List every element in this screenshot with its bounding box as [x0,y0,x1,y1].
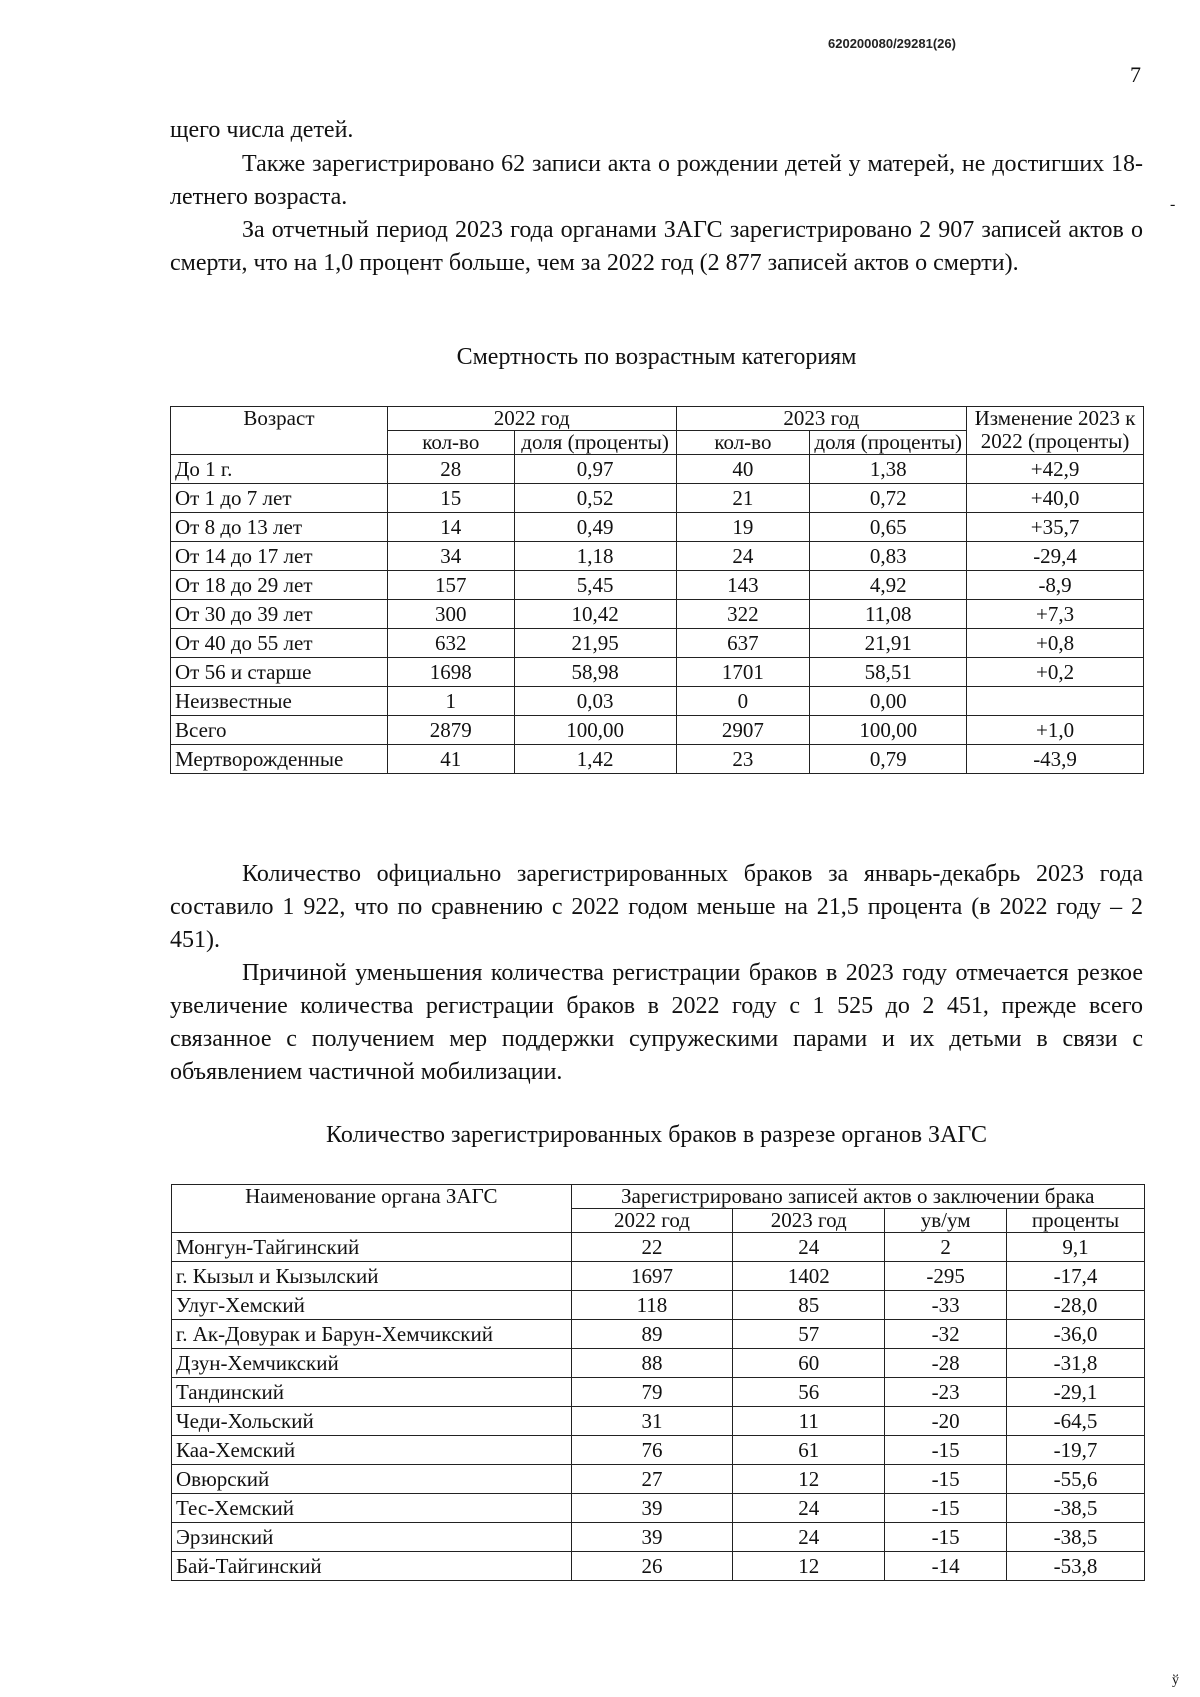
document-id: 620200080/29281(26) [828,36,956,51]
cell: Мертворожденные [171,745,388,774]
cell: 143 [676,571,810,600]
cell: 1701 [676,658,810,687]
cell: 27 [571,1465,733,1494]
col-header-percent: проценты [1007,1209,1145,1233]
table-row [172,1494,1145,1523]
table-row [171,455,1144,484]
cell: 1402 [733,1262,885,1291]
cell: 24 [733,1233,885,1262]
cell: 19 [676,513,810,542]
cell: г. Кызыл и Кызылский [172,1262,572,1291]
table-row [172,1523,1145,1552]
cell: -14 [885,1552,1007,1581]
cell: +0,8 [967,629,1144,658]
cell: 0,97 [514,455,676,484]
col-header-2023: 2023 год [733,1209,885,1233]
cell: 1697 [571,1262,733,1291]
cell: Улуг-Хемский [172,1291,572,1320]
table-row [172,1262,1145,1291]
cell: -31,8 [1007,1349,1145,1378]
col-header-share-2022: доля (проценты) [514,431,676,455]
table-row [172,1291,1145,1320]
cell: 89 [571,1320,733,1349]
cell: 34 [387,542,514,571]
cell: От 8 до 13 лет [171,513,388,542]
col-header-2023: 2023 год [676,407,967,431]
cell: г. Ак-Довурак и Барун-Хемчикский [172,1320,572,1349]
mortality-table-caption: Смертность по возрастным категориям [456,344,857,370]
cell: 0,03 [514,687,676,716]
cell: 88 [571,1349,733,1378]
cell: 28 [387,455,514,484]
cell: От 18 до 29 лет [171,571,388,600]
cell: Неизвестные [171,687,388,716]
table-row [171,716,1144,745]
cell: Бай-Тайгинский [172,1552,572,1581]
cell: -29,1 [1007,1378,1145,1407]
cell: 23 [676,745,810,774]
cell: 12 [733,1465,885,1494]
cell: 100,00 [810,716,967,745]
cell: -15 [885,1494,1007,1523]
paragraph-reasons: Причиной уменьшения количества регистрации браков в 2023 году отмечается резкое увеличение количества регистрации браков в 2022 году с 1 525 до 2 451, прежде всего связанное с получением мер поддержки супружескими парами и их детьми в связи с объявлением частичной мобилизации. [170,960,1143,1085]
table-row [172,1320,1145,1349]
table-row [172,1349,1145,1378]
cell: 0,83 [810,542,967,571]
col-header-diff: ув/ум [885,1209,1007,1233]
col-header-name: Наименование органа ЗАГС [172,1185,572,1233]
cell: 0,65 [810,513,967,542]
cell: -295 [885,1262,1007,1291]
cell: Каа-Хемский [172,1436,572,1465]
col-header-registered: Зарегистрировано записей актов о заключении брака [571,1185,1144,1209]
cell: -64,5 [1007,1407,1145,1436]
cell: 58,98 [514,658,676,687]
cell: 41 [387,745,514,774]
cell: От 1 до 7 лет [171,484,388,513]
cell: -17,4 [1007,1262,1145,1291]
cell: 15 [387,484,514,513]
paragraph-marriages: Количество официально зарегистрированных браков за январь-декабрь 2023 года составило 1 922, что по сравнению с 2022 годом меньше на 21,5 процента (в 2022 году – 2 451). [170,861,1143,953]
cell: -15 [885,1465,1007,1494]
cell: -19,7 [1007,1436,1145,1465]
col-header-count-2023: кол-во [676,431,810,455]
table-row [171,542,1144,571]
table-row [171,484,1144,513]
cell: 9,1 [1007,1233,1145,1262]
table-row [172,1436,1145,1465]
cell: До 1 г. [171,455,388,484]
paragraph-minor-mothers: Также зарегистрировано 62 записи акта о рождении детей у матерей, не достигших 18-летнего возраста. [170,151,1143,210]
cell: Овюрский [172,1465,572,1494]
table-row [171,658,1144,687]
page-number: 7 [1130,62,1141,87]
col-header-change: Изменение 2023 к 2022 (проценты) [967,407,1144,455]
cell: -28,0 [1007,1291,1145,1320]
cell: 24 [733,1494,885,1523]
cell: 56 [733,1378,885,1407]
cell: 79 [571,1378,733,1407]
cell [967,687,1144,716]
cell: -36,0 [1007,1320,1145,1349]
cell: 26 [571,1552,733,1581]
cell: 2879 [387,716,514,745]
cell: 637 [676,629,810,658]
cell: -15 [885,1436,1007,1465]
cell: 0,52 [514,484,676,513]
cell: 22 [571,1233,733,1262]
cell: 0,49 [514,513,676,542]
cell: 24 [676,542,810,571]
cell: 60 [733,1349,885,1378]
cell: 14 [387,513,514,542]
cell: 21,91 [810,629,967,658]
cell: 1,38 [810,455,967,484]
cell: 0,72 [810,484,967,513]
table-row [172,1233,1145,1262]
cell: -33 [885,1291,1007,1320]
cell: 157 [387,571,514,600]
cell: От 56 и старше [171,658,388,687]
cell: +42,9 [967,455,1144,484]
cell: 76 [571,1436,733,1465]
cell: Чеди-Хольский [172,1407,572,1436]
col-header-count-2022: кол-во [387,431,514,455]
cell: От 14 до 17 лет [171,542,388,571]
cell: 61 [733,1436,885,1465]
cell: 300 [387,600,514,629]
cell: 322 [676,600,810,629]
cell: +35,7 [967,513,1144,542]
cell: 0 [676,687,810,716]
cell: 100,00 [514,716,676,745]
cell: -43,9 [967,745,1144,774]
cell: -20 [885,1407,1007,1436]
cell: Всего [171,716,388,745]
cell: 39 [571,1523,733,1552]
cell: +7,3 [967,600,1144,629]
cell: 40 [676,455,810,484]
col-header-age: Возраст [171,407,388,455]
cell: -55,6 [1007,1465,1145,1494]
table-row [171,513,1144,542]
table-row [172,1378,1145,1407]
cell: 24 [733,1523,885,1552]
cell: -8,9 [967,571,1144,600]
cell: 31 [571,1407,733,1436]
cell: 2 [885,1233,1007,1262]
table-row [172,1465,1145,1494]
col-header-2022: 2022 год [387,407,676,431]
cell: -32 [885,1320,1007,1349]
col-header-share-2023: доля (проценты) [810,431,967,455]
cell: 4,92 [810,571,967,600]
cell: 118 [571,1291,733,1320]
margin-mark: - [1170,196,1176,213]
cell: 1,18 [514,542,676,571]
cell: +40,0 [967,484,1144,513]
table-row [171,571,1144,600]
cell: 5,45 [514,571,676,600]
marriage-table [171,1184,1145,1581]
paragraph-continuation: щего числа детей. [170,117,354,143]
cell: 1698 [387,658,514,687]
cell: Тес-Хемский [172,1494,572,1523]
col-header-2022: 2022 год [571,1209,733,1233]
cell: 0,00 [810,687,967,716]
cell: Эрзинский [172,1523,572,1552]
cell: -38,5 [1007,1523,1145,1552]
mortality-table [170,406,1144,774]
cell: 57 [733,1320,885,1349]
cell: Дзун-Хемчикский [172,1349,572,1378]
cell: +1,0 [967,716,1144,745]
cell: -15 [885,1523,1007,1552]
cell: 39 [571,1494,733,1523]
cell: 21 [676,484,810,513]
paragraph-deaths: За отчетный период 2023 года органами ЗАГС зарегистрировано 2 907 записей актов о смерти, что на 1,0 процент больше, чем за 2022 год (2 877 записей актов о смерти). [170,217,1143,276]
table-row [172,1552,1145,1581]
cell: 10,42 [514,600,676,629]
cell: -28 [885,1349,1007,1378]
cell: 632 [387,629,514,658]
table-row [171,687,1144,716]
cell: Тандинский [172,1378,572,1407]
cell: -23 [885,1378,1007,1407]
marriage-table-caption: Количество зарегистрированных браков в разрезе органов ЗАГС [326,1122,987,1148]
cell: 11,08 [810,600,967,629]
cell: Монгун-Тайгинский [172,1233,572,1262]
cell: 21,95 [514,629,676,658]
cell: -29,4 [967,542,1144,571]
cell: От 40 до 55 лет [171,629,388,658]
cell: 1 [387,687,514,716]
cell: 0,79 [810,745,967,774]
cell: 12 [733,1552,885,1581]
cell: -38,5 [1007,1494,1145,1523]
cell: От 30 до 39 лет [171,600,388,629]
cell: 2907 [676,716,810,745]
cell: 11 [733,1407,885,1436]
table-row [172,1407,1145,1436]
cell: 1,42 [514,745,676,774]
table-row [171,600,1144,629]
cell: 58,51 [810,658,967,687]
cell: +0,2 [967,658,1144,687]
table-row [171,629,1144,658]
corner-mark: ў [1172,1673,1179,1688]
cell: -53,8 [1007,1552,1145,1581]
table-row [171,745,1144,774]
cell: 85 [733,1291,885,1320]
